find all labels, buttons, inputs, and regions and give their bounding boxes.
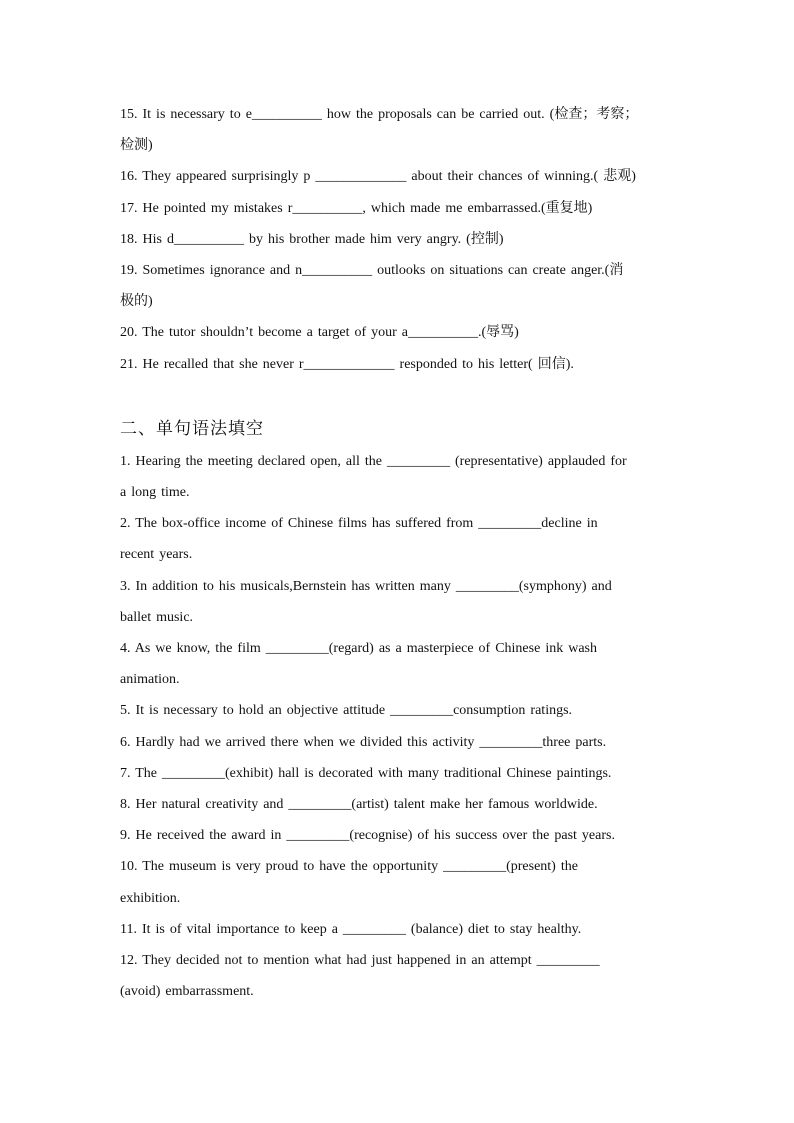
page-content (120, 99, 682, 1007)
grammar-6: 6. Hardly had we arrived there when we divided this activity _________three parts. (120, 734, 607, 750)
question-16: 16. They appeared surprisingly p _____________ about their chances of winning.( 悲观) (120, 169, 636, 185)
grammar-2-line-1: 2. The box-office income of Chinese films has suffered from _________decline in (120, 516, 598, 532)
section-spacer (120, 380, 682, 411)
question-21: 21. He recalled that she never r_____________ responded to his letter( 回信). (120, 356, 574, 372)
question-17: 17. He pointed my mistakes r__________, which made me embarrassed.(重复地) (120, 200, 593, 216)
section-heading: 二、单句语法填空 (120, 418, 264, 439)
grammar-10-line-1: 10. The museum is very proud to have the opportunity _________(present) the (120, 859, 578, 875)
grammar-9: 9. He received the award in _________(recognise) of his success over the past years. (120, 828, 615, 844)
question-19-line-2: 极的) (120, 294, 153, 310)
grammar-7: 7. The _________(exhibit) hall is decorated with many traditional Chinese paintings. (120, 765, 612, 781)
grammar-12-line-1: 12. They decided not to mention what had just happened in an attempt _________ (120, 953, 600, 969)
grammar-2-line-2: recent years. (120, 547, 193, 563)
question-20: 20. The tutor shouldn’t become a target of your a__________.(辱骂) (120, 325, 519, 341)
grammar-11: 11. It is of vital importance to keep a _________ (balance) diet to stay healthy. (120, 921, 582, 937)
grammar-section (120, 411, 682, 1008)
grammar-1-line-1: 1. Hearing the meeting declared open, all the _________ (representative) applauded for (120, 453, 627, 469)
question-18: 18. His d__________ by his brother made him very angry. (控制) (120, 231, 504, 247)
grammar-1-line-2: a long time. (120, 485, 190, 501)
grammar-3-line-2: ballet music. (120, 609, 194, 625)
vocabulary-section (120, 99, 682, 380)
question-15-line-1: 15. It is necessary to e__________ how the proposals can be carried out. (检查；考察； (120, 107, 639, 122)
grammar-12-line-2: (avoid) embarrassment. (120, 984, 254, 1000)
grammar-4-line-2: animation. (120, 672, 180, 688)
grammar-10-line-2: exhibition. (120, 890, 181, 906)
grammar-5: 5. It is necessary to hold an objective attitude _________consumption ratings. (120, 703, 573, 719)
grammar-3-line-1: 3. In addition to his musicals,Bernstein has written many _________(symphony) and (120, 578, 612, 594)
grammar-8: 8. Her natural creativity and _________(artist) talent make her famous worldwide. (120, 797, 598, 813)
question-19-line-1: 19. Sometimes ignorance and n__________ outlooks on situations can create anger.(消 (120, 263, 624, 279)
grammar-4-line-1: 4. As we know, the film _________(regard) as a masterpiece of Chinese ink wash (120, 641, 597, 657)
question-15-line-2: 检测) (120, 138, 153, 154)
